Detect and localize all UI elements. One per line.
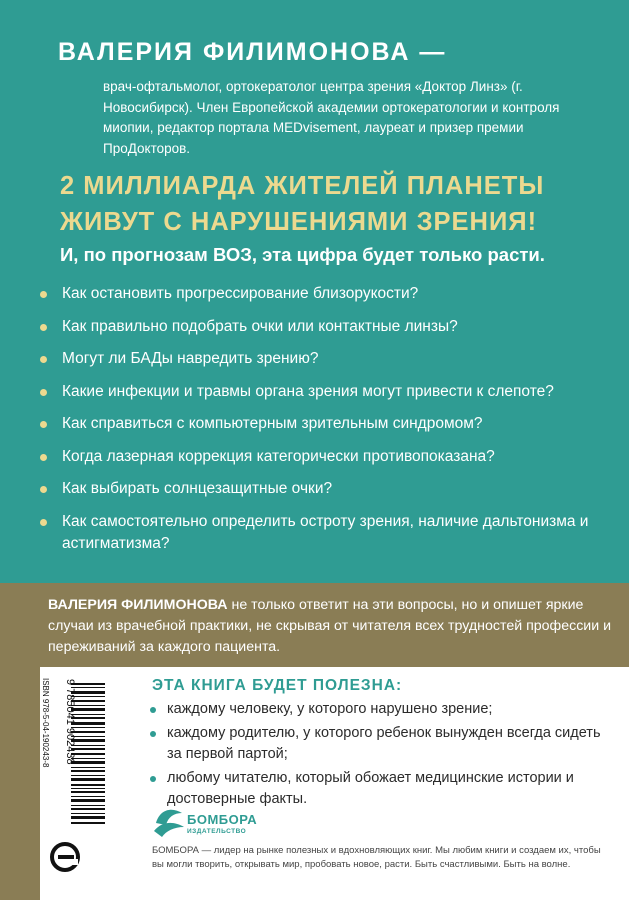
author-name: ВАЛЕРИЯ ФИЛИМОНОВА — bbox=[58, 38, 447, 66]
bullet-dot-icon bbox=[150, 731, 156, 737]
headline: 2 МИЛЛИАРДА ЖИТЕЛЕЙ ПЛАНЕТЫ ЖИВУТ С НАРУШЕНИЯМИ ЗРЕНИЯ! bbox=[60, 172, 545, 236]
bullet-dot-icon bbox=[40, 454, 47, 461]
question-item: Когда лазерная коррекция категорически противопоказана? bbox=[30, 446, 610, 468]
bullet-dot-icon bbox=[40, 291, 47, 298]
bullet-dot-icon bbox=[40, 389, 47, 396]
bullet-dot-icon bbox=[40, 356, 47, 363]
bullet-dot-icon bbox=[40, 519, 47, 526]
eksmo-logo-icon bbox=[50, 842, 80, 872]
promo-text: не только ответит на эти вопросы, но и опишет яркие случаи из врачебной практики, не скрывая от читателя всех трудностей профессии и переживаний за каждого пациента. bbox=[48, 597, 612, 655]
publisher-tagline: БОМБОРА — лидер на рынке полезных и вдохновляющих книг. Мы любим книги и создаем их, чтобы вы могли творить, открывать мир, пробовать новое, расти. Быть счастливыми. Быть на волне. bbox=[152, 845, 601, 870]
question-list bbox=[30, 283, 610, 565]
bullet-dot-icon bbox=[40, 324, 47, 331]
barcode bbox=[53, 675, 105, 835]
useful-item: каждому родителю, у которого ребенок вынужден всегда сидеть за первой партой; bbox=[145, 723, 605, 765]
question-item: Как самостоятельно определить остроту зрения, наличие дальтонизма и астигматизма? bbox=[30, 511, 610, 555]
promo-paragraph bbox=[48, 595, 618, 658]
useful-item: каждому человеку, у которого нарушено зрение; bbox=[145, 699, 605, 720]
bullet-dot-icon bbox=[40, 486, 47, 493]
barcode-number: 9 785041 902438 bbox=[64, 679, 76, 765]
question-item: Как правильно подобрать очки или контактные линзы? bbox=[30, 316, 610, 338]
bullet-dot-icon bbox=[40, 421, 47, 428]
subhead: И, по прогнозам ВОЗ, эта цифра будет только расти. bbox=[60, 244, 545, 265]
useful-title: ЭТА КНИГА БУДЕТ ПОЛЕЗНА: bbox=[152, 677, 403, 694]
isbn-label bbox=[40, 670, 54, 840]
publisher-name: БОМБОРА bbox=[187, 812, 258, 827]
question-item: Как справиться с компьютерным зрительным синдромом? bbox=[30, 413, 610, 435]
question-item: Как выбирать солнцезащитные очки? bbox=[30, 478, 610, 500]
question-item: Как остановить прогрессирование близорукости? bbox=[30, 283, 610, 305]
svg-text:ISBN 978-5-04-190243-8: ISBN 978-5-04-190243-8 bbox=[41, 678, 50, 768]
publisher-sub: ИЗДАТЕЛЬСТВО bbox=[187, 828, 247, 835]
bullet-dot-icon bbox=[150, 707, 156, 713]
question-item: Какие инфекции и травмы органа зрения могут привести к слепоте? bbox=[30, 381, 610, 403]
useful-item: любому читателю, который обожает медицинские истории и достоверные факты. bbox=[145, 768, 605, 810]
author-bio: врач-офтальмолог, ортокератолог центра зрения «Доктор Линз» (г. Новосибирск). Член Европейской академии ортокератологии и контроля миопии, редактор портала MEDvisement, лауреат и призер премии ПроДокторов. bbox=[103, 79, 560, 156]
question-item: Могут ли БАДы навредить зрению? bbox=[30, 348, 610, 370]
bullet-dot-icon bbox=[150, 776, 156, 782]
useful-list bbox=[145, 699, 605, 813]
promo-author-name: ВАЛЕРИЯ ФИЛИМОНОВА bbox=[48, 597, 228, 613]
